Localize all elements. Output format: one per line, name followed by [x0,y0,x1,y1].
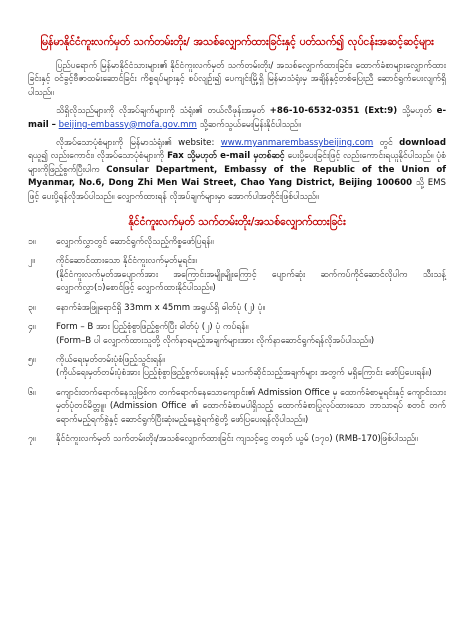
intro-paragraph-3 [28,137,446,204]
requirements-list [28,236,446,446]
embassy-phone: +86-10-6532-0351 (Ext:9) [269,106,398,117]
intro-text-1: ပြည်ပရောက် မြန်မာနိုင်ငံသားများ၏ နိုင်ငံကူးလက်မှတ် သက်တမ်းတိုး/ အသစ်လျှောက်ထားခြင်း၊ ထောက်ခံစာများလျှောက်ထားခြင်းနှင့် ဝင်ခွင့်ဗီဇာထမ်းဆောင်ခြင်း ကိစ္စရပ်များနှင့် စပ်လျဉ်း၍ ပေကျင်းမြို့ရှိ မြန်မာသံရုံးမှ အချိန်နှင့်တစ်ပြေးညီ ဆောင်ရွက်ပေးလျက်ရှိပါသည်။ [28,61,446,98]
intro-text-3e: သို့ EMS ဖြင့် ပေးပို့ရန်လိုအပ်ပါသည်။ လျှောက်ထားရန် လိုအပ်ချက်များမှာ အောက်ပါအတိုင်းဖြစ်ပါသည်။ [28,178,446,202]
item-text: Form – B အား ပြည့်စုံစွာဖြည့်စွက်ပြီး ဓါတ်ပုံ (၂) ပုံ ကပ်ရန်။ [56,322,249,333]
intro-text-3b: တွင် [379,138,393,149]
download-word: download [399,138,447,149]
section-title: နိုင်ငံကူးလက်မှတ် သက်တမ်းတိုး/အသစ်လျှောက်ထားခြင်း [128,216,346,229]
intro-paragraph-2 [28,105,446,132]
email-link[interactable]: beijing-embassy@mofa.gov.mm [58,119,197,130]
list-item [28,236,446,249]
consular-address: Consular Department, Embassy of the Republic of the Union of Myanmar, No.6, Dong Zhi Men Wai Street, Chao Yang District, Beijing 100600 [28,164,446,189]
item-text: ကိုင်ဆောင်ထားသော နိုင်ငံကူးလက်မှတ်မူရင်း။ [56,256,197,267]
item-note: (နိုင်ငံကူးလက်မှတ်အပျောက်အား အကြောင်းအမျိုးမျိုးကြောင့် ပျောက်ဆုံး ဆက်ကပ်ကိုင်ဆောင်လိုပါက သီးသန့်လျှောက်လွှာ(၁)စောင်ဖြင့် လျှောက်ထားနိုင်ပါသည်။) [56,269,446,294]
item-text: ကျောင်းတက်ရောက်နေသူဖြစ်က တက်ရောက်နေသောကျောင်း၏ Admission Office မှ ထောက်ခံစာမူရင်းနှင့် ကျောင်းသားမှတ်ပုံတင်မိတ္တူ။ (Admission Office ၏ ထောက်ခံစာမပါရှိသည့် ထောက်ခံစာပြုလုပ်ထားသော ဘာသာရပ် စတင် တက်ရောက်မည့်ရက်စွဲနှင့် ဆောင်ရွက်ပြီးဆုံးမည့်နေ့စွဲရက်စွဲတို့ ဖော်ပြပေးရန်လိုပါသည်။) [56,387,446,425]
list-item [28,433,446,446]
intro-text-3a: လိုအပ်သောပုံစံများကို မြန်မာသံရုံး၏ website: [56,138,215,149]
item-text: နောက်ခံအဖြူရောင်ရှိ 33mm x 45mm အရွယ်ရှိ ဓါတ်ပုံ (၂) ပုံ။ [56,302,266,313]
intro-text-2b: သို့မဟုတ် [401,106,432,117]
item-number: ၄။ [28,322,36,333]
item-text: နိုင်ငံကူးလက်မှတ် သက်တမ်းတိုး/အသစ်လျှောက်ထားခြင်း ကျသင့်ငွေ တရုတ် ယွမ် (၁၇၀) (RMB-170)ဖြစ်ပါသည်။ [56,433,418,444]
item-text: လျှောက်လွှာတွင် ဆောင်ရွက်လိုသည့်ကိစ္စဖော်ပြရန်။ [56,237,214,248]
list-item [28,321,446,348]
item-number: ၁။ [28,237,36,248]
item-note: (ကိုယ်ရေးမှတ်တမ်းပုံစံအား ပြည့်စုံစွာဖြည့်စွက်ပေးရန်နှင့် မသက်ဆိုင်သည့်အချက်များ အတွက် မရှိကြောင်း ဖော်ပြပေးရန်။) [56,368,432,379]
list-item [28,302,446,315]
list-item [28,387,446,427]
document-title: မြန်မာနိုင်ငံကူးလက်မှတ် သက်တမ်းတိုး/ အသစ်လျှောက်ထားခြင်းနှင့် ပတ်သက်၍ လုပ်ငန်းအဆင့်ဆင့်များ [40,36,434,48]
item-text: ကိုယ်ရေးမှတ်တမ်းပုံစံဖြည့်သွင်းရန်။ [56,354,165,365]
item-note: (Form–B ပါ လျှောက်ထားသူတို့ လိုက်နာရမည့်အချက်များအား လိုက်နာဆောင်ရွက်ရန်လိုအပ်ပါသည်။) [56,335,375,346]
item-number: ၇။ [28,433,36,444]
email-label: e-mail – [28,106,447,130]
intro-text-3d: ပေးပို့ပေးခြင်းဖြင့် လည်းကောင်းရယူနိုင်ပါသည်။ ပုံစံများကိုဖြည့်စွက်ပြီးပါက [28,151,447,175]
item-number: ၂။ [28,256,35,267]
fax-email-text: Fax သို့မဟုတ် e-mail မှတစ်ဆင့် [167,151,285,162]
list-item [28,354,446,381]
intro-text-2c: သို့ဆက်သွယ်မေးမြန်းနိုင်ပါသည်။ [199,119,301,130]
intro-text-3c: ရယူ၍ လည်းကောင်း၊ လိုအပ်သောပုံစံများကို [28,151,165,162]
intro-text-2a: သိရှိလိုသည်များကို လိုအပ်ချက်များကို သံရုံး၏ တယ်လီဖုန်းအမှတ် [56,106,265,117]
item-number: ၅။ [28,354,36,365]
website-link[interactable]: www.myanmarembassybeijing.com [220,138,374,149]
intro-paragraph-1 [28,60,446,100]
item-number: ၆။ [28,387,36,398]
item-number: ၃။ [28,302,36,313]
list-item [28,255,446,295]
